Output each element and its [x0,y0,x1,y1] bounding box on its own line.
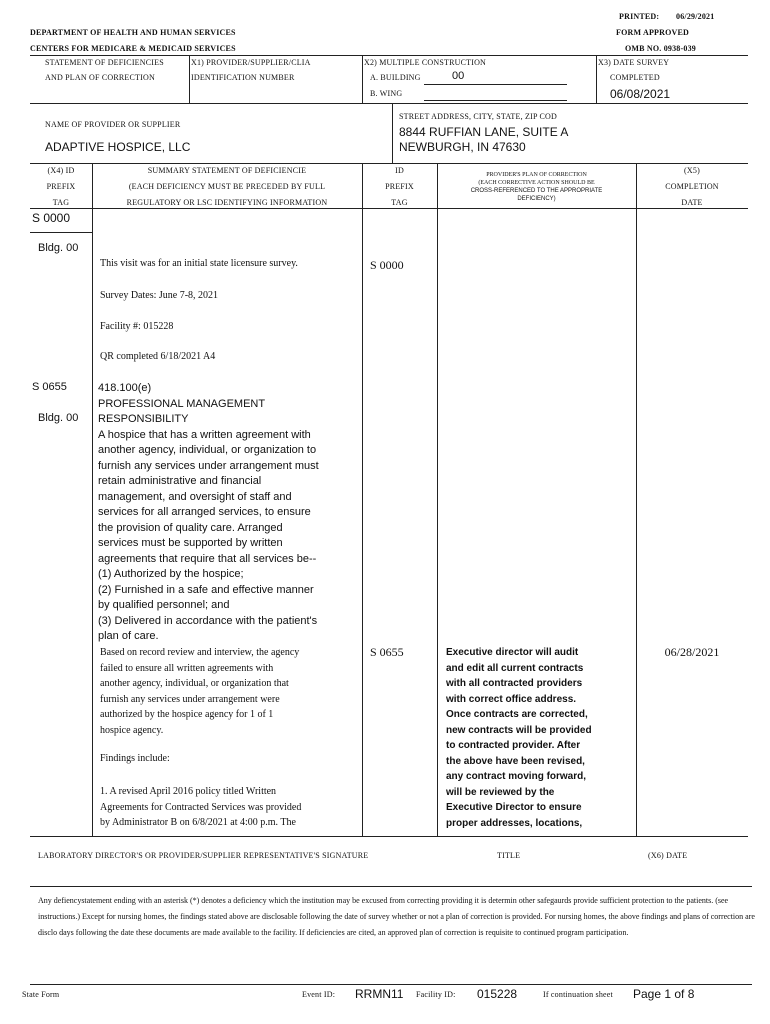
tag-s0000: S 0000 [32,211,71,225]
provider-number-label: X1) PROVIDER/SUPPLIER/CLIA [191,58,311,67]
facility-number-text: Facility #: 015228 [100,321,174,332]
plan-label: AND PLAN OF CORRECTION [45,73,155,82]
provider-name: ADAPTIVE HOSPICE, LLC [45,140,191,154]
building-label: A. BUILDING [370,73,421,82]
address-label: STREET ADDRESS, CITY, STATE, ZIP COD [399,112,557,121]
event-id: RRMN11 [355,987,404,1001]
plan-header-2: (EACH CORRECTIVE ACTION SHOULD BE [478,180,595,186]
facility-id-label: Facility ID: [416,990,456,999]
id-prefix-label: PREFIX [385,182,414,191]
title-label: TITLE [497,851,521,860]
provider-name-label: NAME OF PROVIDER OR SUPPLIER [45,120,181,129]
bldg-label-1: Bldg. 00 [38,242,79,254]
tag-s0000-right: S 0000 [370,258,404,272]
event-id-label: Event ID: [302,990,336,999]
x5-label: (X5) [684,166,700,175]
summary-header-2: (EACH DEFICIENCY MUST BE PRECEDED BY FULL [128,182,326,191]
qr-completed-text: QR completed 6/18/2021 A4 [100,351,216,362]
summary-header-3: REGULATORY OR LSC IDENTIFYING INFORMATION [126,198,328,207]
bldg-label-2: Bldg. 00 [38,412,79,424]
id-label: ID [395,166,404,175]
address-line-2: NEWBURGH, IN 47630 [399,140,526,154]
signature-label: LABORATORY DIRECTOR'S OR PROVIDER/SUPPLIER REPRESENTATIVE'S SIGNATURE [38,851,369,860]
findings-include: Findings include: [100,753,170,764]
date-label: DATE [681,198,703,207]
finding-text: Based on record review and interview, the agency failed to ensure all written agreements with another agency, individual, or organization that furnish any services under arrangement were authorized by the hospice agency for 1 of 1 hospice agency. [100,647,300,736]
printed-date: 06/29/2021 [676,12,715,21]
x4-prefix-label: PREFIX [46,182,76,191]
completed-label: COMPLETED [610,73,660,82]
form-approved: FORM APPROVED [616,28,690,37]
statement-label: STATEMENT OF DEFICIENCIES [45,58,164,67]
omb-number: OMB NO. 0938-039 [625,44,696,53]
building-value: 00 [452,70,465,82]
continuation-label: If continuation sheet [543,990,613,999]
survey-dates-text: Survey Dates: June 7-8, 2021 [100,290,219,301]
completion-label: COMPLETION [665,182,719,191]
multiple-construction-label: X2) MULTIPLE CONSTRUCTION [364,58,487,67]
tag-s0655-right: S 0655 [370,645,404,659]
dept-title: DEPARTMENT OF HEALTH AND HUMAN SERVICES [30,28,236,37]
date-survey-label: X3) DATE SURVEY [598,58,670,67]
facility-id: 015228 [477,987,518,1001]
id-tag-label: TAG [391,198,408,207]
summary-header-1: SUMMARY STATEMENT OF DEFICIENCIE [147,166,307,175]
x4-tag-label: TAG [52,198,70,207]
state-form-label: State Form [22,990,60,999]
identification-label: IDENTIFICATION NUMBER [191,73,295,82]
regulation-text: 418.100(e) PROFESSIONAL MANAGEMENT RESPONSIBILITY A hospice that has a written agreement with another agency, individual, or organization to furnish any services under arrangement must retain administrative and financial management, and oversight of staff and services for all arranged services, to ensure the provision of quality care. Arranged services must be supported by written agreements that require that all services be-- (1) Authorized by the hospice; (2) Furnished in a safe and effective manner by qualified personnel; and (3) Delivered in accordance with the patient's plan of care. [98,382,319,642]
plan-header-4: DEFICIENCY) [517,196,556,202]
plan-header-1: PROVIDER'S PLAN OF CORRECTION [486,172,587,178]
completion-date: 06/28/2021 [664,645,720,659]
printed-label: PRINTED: [619,12,660,21]
x4-id-label: (X4) ID [47,166,75,175]
wing-label: B. WING [370,89,403,98]
centers-title: CENTERS FOR MEDICARE & MEDICAID SERVICES [30,44,236,53]
survey-date: 06/08/2021 [610,87,671,101]
page-number: Page 1 of 8 [633,987,695,1001]
address-line-1: 8844 RUFFIAN LANE, SUITE A [399,125,569,139]
disclaimer: Any defiencystatement ending with an asterisk (*) denotes a deficiency which the institution may be excused from correcting providing it is determin other safegaurds provide sufficient protection to the patients. (see instructions.) Except for nursing homes, the findings stated above are disclosable following the date of survey whether or not a plan of correction is provided. For nursing homes, the above findings and plans of correction are disclo days following the date these documents are made available to the facility. If deficiencies are cited, an approved plan of correction is requisite to continued program participation. [38,896,755,937]
finding-1-text: 1. A revised April 2016 policy titled Written Agreements for Contracted Services was provided by Administrator B on 6/8/2021 at 4:00 p.m. The [100,786,302,829]
plan-of-correction: Executive director will audit and edit all current contracts with all contracted providers with correct office address. Once contracts are corrected, new contracts will be provided to contracted provider. After the above have been revised, any contract moving forward, will be reviewed by the Executive Director to ensure proper addresses, locations, [446,647,592,829]
x6-date-label: (X6) DATE [648,851,688,860]
visit-text: This visit was for an initial state licensure survey. [100,258,298,269]
tag-s0655: S 0655 [32,381,67,393]
plan-header-3: CROSS-REFERENCED TO THE APPROPRIATE [470,188,603,194]
